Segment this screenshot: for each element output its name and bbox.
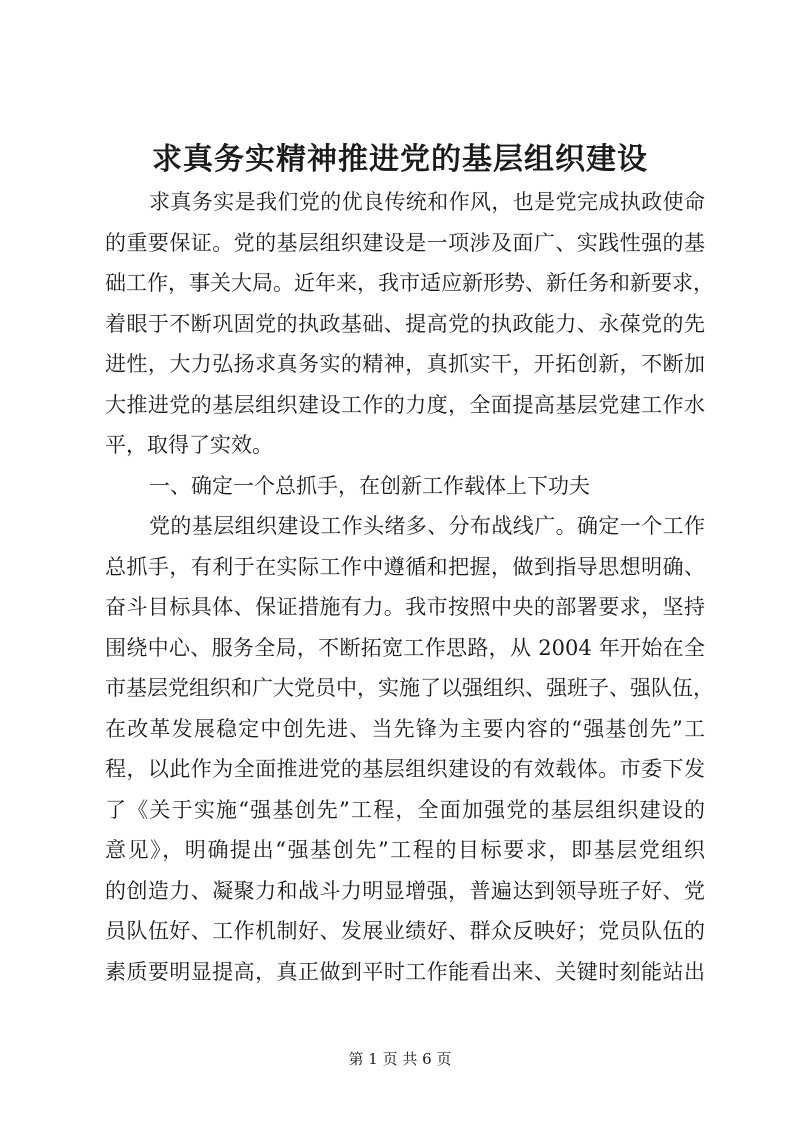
text-line: 市基层党组织和广大党员中，实施了以强组织、强班子、强队伍， [105, 676, 714, 700]
text-line: 的重要保证。党的基层组织建设是一项涉及面广、实践性强的基 [105, 230, 705, 255]
document-body [105, 182, 714, 992]
page-footer: 第 1 页 共 6 页 [348, 1050, 452, 1068]
text-line: 了《关于实施“强基创先”工程，全面加强党的基层组织建设的 [105, 797, 705, 822]
text-line: 进性，大力弘扬求真务实的精神，真抓实干，开拓创新，不断加 [105, 352, 705, 376]
text-line: 在改革发展稳定中创先进、当先锋为主要内容的“强基创先”工 [105, 716, 705, 741]
text-line: 素质要明显提高，真正做到平时工作能看出来、关键时刻能站出 [105, 959, 705, 984]
text-line: 着眼于不断巩固党的执政基础、提高党的执政能力、永葆党的先 [105, 311, 705, 336]
text-line: 员队伍好、工作机制好、发展业绩好、群众反映好；党员队伍的 [105, 919, 705, 943]
text-line: 础工作，事关大局。近年来，我市适应新形势、新任务和新要求， [105, 271, 714, 295]
text-line: 大推进党的基层组织建设工作的力度，全面提高基层党建工作水 [105, 392, 705, 417]
document-title: 求真务实精神推进党的基层组织建设 [152, 142, 648, 177]
text-line: 程，以此作为全面推进党的基层组织建设的有效载体。市委下发 [105, 757, 705, 781]
text-line: 意见》，明确提出“强基创先”工程的目标要求，即基层党组织 [105, 838, 705, 862]
text-line: 围绕中心、服务全局，不断拓宽工作思路，从 2004 年开始在全 [105, 635, 705, 660]
text-line: 的创造力、凝聚力和战斗力明显增强，普遍达到领导班子好、党 [105, 878, 705, 903]
text-line: 总抓手，有利于在实际工作中遵循和把握，做到指导思想明确、 [105, 554, 705, 579]
text-line: 求真务实是我们党的优良传统和作风，也是党完成执政使命 [149, 190, 705, 214]
text-line: 党的基层组织建设工作头绪多、分布战线广。确定一个工作 [149, 514, 705, 538]
text-line: 奋斗目标具体、保证措施有力。我市按照中央的部署要求，坚持 [105, 595, 705, 619]
text-line: 平，取得了实效。 [105, 433, 273, 457]
section-heading: 一、确定一个总抓手，在创新工作载体上下功夫 [149, 473, 590, 498]
